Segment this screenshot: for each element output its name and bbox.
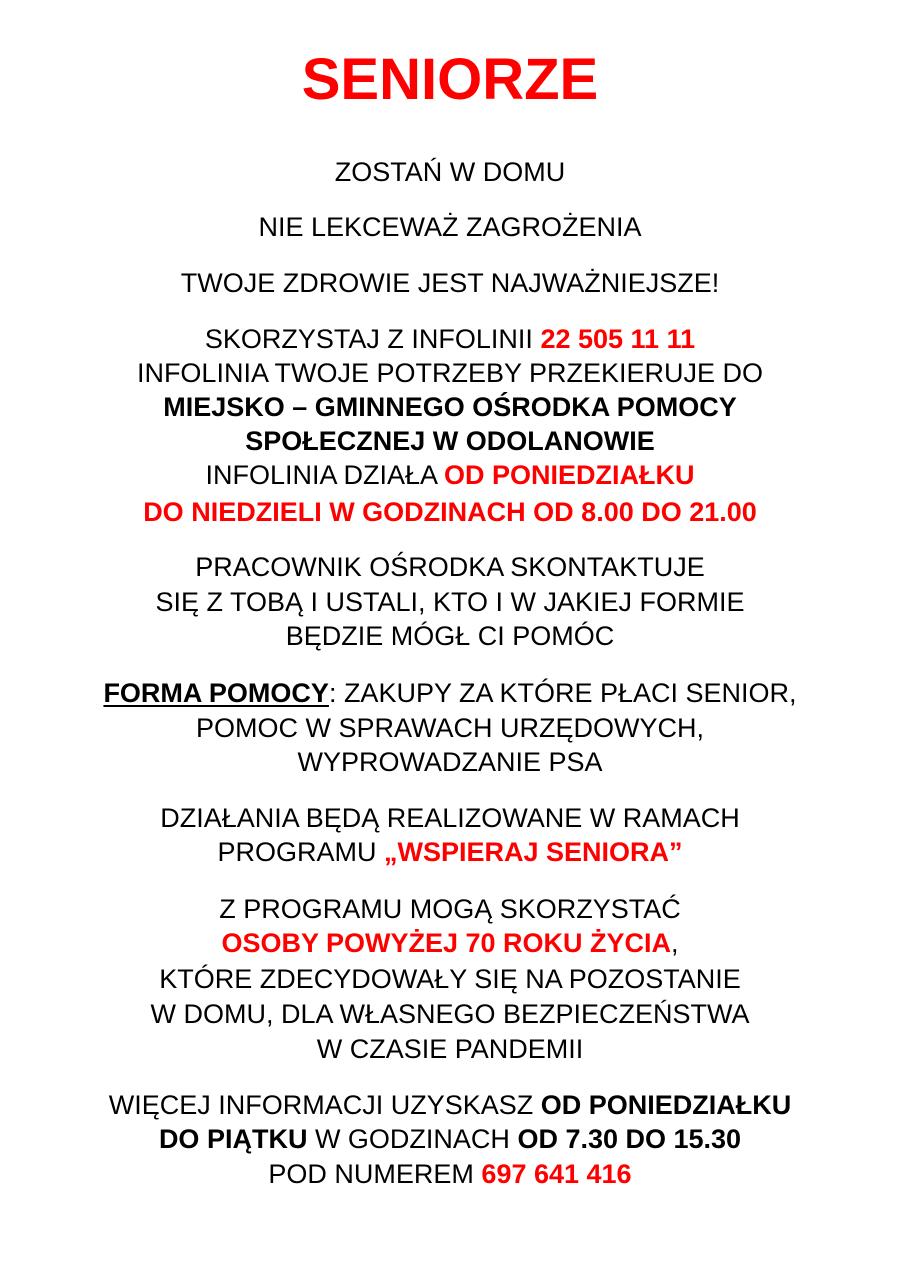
forms-label: FORMA POMOCY <box>103 678 329 708</box>
flyer-title: SENIORZE <box>301 47 599 112</box>
dont-ignore-text: NIE LEKCEWAŻ ZAGROŻENIA <box>258 212 642 242</box>
worker-line-1: PRACOWNIK OŚRODKA SKONTAKTUJE <box>195 552 705 582</box>
program-name: „WSPIERAJ SENIORA” <box>383 837 683 867</box>
eligibility-line-1: Z PROGRAMU MOGĄ SKORZYSTAĆ <box>219 894 681 924</box>
more-info-line-2 <box>0 1122 900 1156</box>
more-info-phone: 697 641 416 <box>481 1159 632 1189</box>
program-intro: PROGRAMU <box>217 837 384 867</box>
more-info-days-start: OD PONIEDZIAŁKU <box>540 1090 792 1120</box>
eligibility-line-4: W DOMU, DLA WŁASNEGO BEZPIECZEŃSTWA <box>150 999 750 1029</box>
program-line-1: DZIAŁANIA BĘDĄ REALIZOWANE W RAMACH <box>160 803 740 833</box>
more-info-line-3 <box>0 1157 900 1191</box>
more-info-hours: OD 7.30 DO 15.30 <box>517 1124 742 1154</box>
more-info-line-1 <box>0 1088 900 1122</box>
health-text: TWOJE ZDROWIE JEST NAJWAŻNIEJSZE! <box>180 268 720 298</box>
infoline-line-2: INFOLINIA TWOJE POTRZEBY PRZEKIERUJE DO <box>136 358 764 388</box>
infoline-line-1 <box>0 322 900 356</box>
forms-line-3: WYPROWADZANIE PSA <box>297 747 603 777</box>
eligibility-age: OSOBY POWYŻEJ 70 ROKU ŻYCIA <box>221 928 672 958</box>
stay-home-text: ZOSTAŃ W DOMU <box>334 157 566 187</box>
eligibility-line-2 <box>0 926 900 960</box>
forms-line-1 <box>0 676 900 710</box>
eligibility-line-3: KTÓRE ZDECYDOWAŁY SIĘ NA POZOSTANIE <box>159 964 741 994</box>
infoline-hours-intro: INFOLINIA DZIAŁA <box>205 460 445 490</box>
program-line-2 <box>0 835 900 869</box>
more-info-hours-intro: W GODZINACH <box>307 1124 518 1154</box>
infoline-phone: 22 505 11 11 <box>540 324 696 354</box>
infoline-line-5 <box>0 458 900 492</box>
more-info-intro: WIĘCEJ INFORMACJI UZYSKASZ <box>108 1090 541 1120</box>
more-info-phone-intro: POD NUMEREM <box>268 1159 482 1189</box>
worker-line-3: BĘDZIE MÓGŁ CI POMÓC <box>285 621 615 651</box>
infoline-intro: SKORZYSTAJ Z INFOLINII <box>204 324 541 354</box>
forms-list-start: : ZAKUPY ZA KTÓRE PŁACI SENIOR, <box>328 678 797 708</box>
infoline-line-6: DO NIEDZIELI W GODZINACH OD 8.00 DO 21.00 <box>143 497 757 527</box>
infoline-line-4: SPOŁECZNEJ W ODOLANOWIE <box>245 426 655 456</box>
worker-line-2: SIĘ Z TOBĄ I USTALI, KTO I W JAKIEJ FORMIE <box>155 587 745 617</box>
more-info-days-end: DO PIĄTKU <box>158 1124 308 1154</box>
eligibility-line-5: W CZASIE PANDEMII <box>316 1034 584 1064</box>
eligibility-comma: , <box>671 928 679 958</box>
forms-line-2: POMOC W SPRAWACH URZĘDOWYCH, <box>196 713 704 743</box>
infoline-line-3: MIEJSKO – GMINNEGO OŚRODKA POMOCY <box>163 392 737 422</box>
infoline-days-start: OD PONIEDZIAŁKU <box>444 460 695 490</box>
